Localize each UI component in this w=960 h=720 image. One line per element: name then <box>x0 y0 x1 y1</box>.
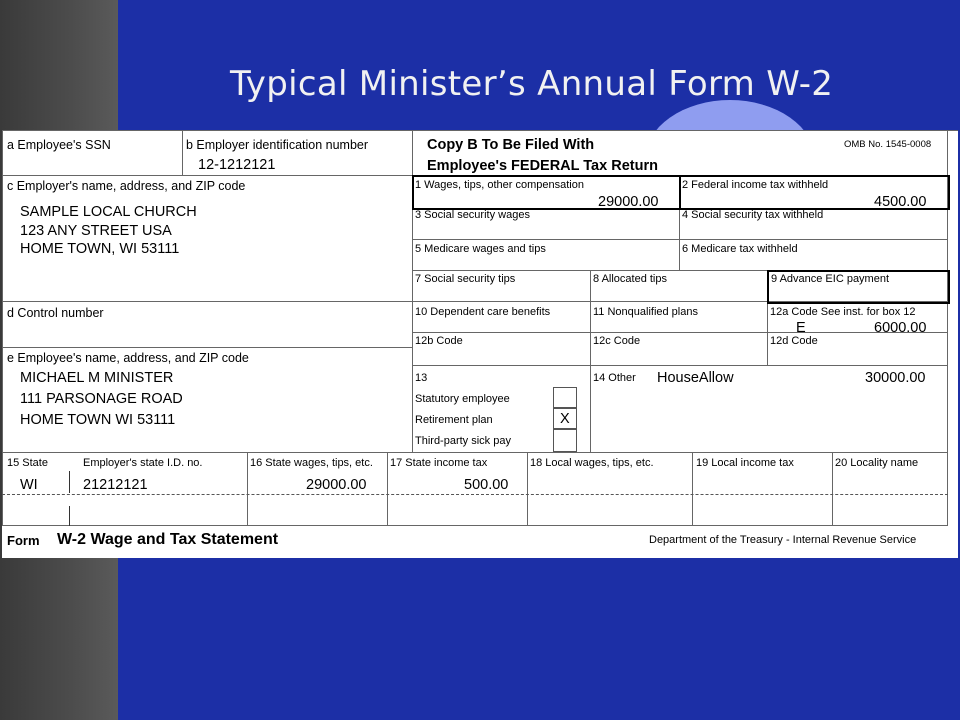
sickpay-label: Third-party sick pay <box>415 435 511 447</box>
line-row-15 <box>2 452 948 453</box>
box-14-description: HouseAllow <box>657 370 734 386</box>
divider-16-17 <box>387 452 388 525</box>
box-2-value: 4500.00 <box>874 194 927 210</box>
employee-name: MICHAEL M MINISTER <box>20 370 174 386</box>
box-8-label: 8 Allocated tips <box>593 273 667 285</box>
divider-19-20 <box>832 452 833 525</box>
box-7-label: 7 Social security tips <box>415 273 516 285</box>
box-16-label: 16 State wages, tips, etc. <box>250 457 373 469</box>
omb-number: OMB No. 1545-0008 <box>844 139 932 150</box>
box-d-label: d Control number <box>7 306 104 320</box>
line-row-12b <box>412 332 948 333</box>
box-15-label: 15 State <box>7 457 48 469</box>
box-17-value: 500.00 <box>464 477 509 493</box>
divider-7-8 <box>590 270 591 452</box>
box-c-label: c Employer's name, address, and ZIP code <box>7 179 246 193</box>
sickpay-checkbox <box>553 429 577 452</box>
divider-a-b <box>182 130 183 175</box>
divider-15-16 <box>247 452 248 525</box>
footer-form-title: W-2 Wage and Tax Statement <box>57 531 279 548</box>
box-11-label: 11 Nonqualified plans <box>593 306 698 318</box>
box-15-state: WI <box>20 477 38 493</box>
box-a-label: a Employee's SSN <box>7 138 111 152</box>
box-15-id: 21212121 <box>83 477 148 493</box>
statutory-checkbox <box>553 387 577 408</box>
footer-form-word: Form <box>7 533 40 548</box>
line-row-d <box>2 301 412 302</box>
box-10-label: 10 Dependent care benefits <box>415 306 551 318</box>
retirement-mark: X <box>560 411 570 427</box>
line-row-footer <box>2 525 948 526</box>
box-17-label: 17 State income tax <box>390 457 488 469</box>
box-b-value: 12-1212121 <box>198 157 276 173</box>
box-14-value: 30000.00 <box>865 370 926 386</box>
box-12a-code: E <box>796 320 806 336</box>
employer-name: SAMPLE LOCAL CHURCH <box>20 204 197 220</box>
box-14-label: 14 Other <box>593 372 636 384</box>
box-3-label: 3 Social security wages <box>415 209 530 221</box>
statutory-label: Statutory employee <box>415 393 510 405</box>
form-border-top <box>2 130 958 131</box>
box-20-label: 20 Locality name <box>835 457 919 469</box>
box-12b-label: 12b Code <box>415 335 463 347</box>
footer-department: Department of the Treasury - Internal Revenue Service <box>649 534 917 546</box>
line-row-c <box>2 175 412 176</box>
box-13-label: 13 <box>415 372 428 384</box>
divider-state-id-2 <box>69 506 70 526</box>
line-row-5 <box>412 239 948 240</box>
divider-18-19 <box>692 452 693 525</box>
form-border-left <box>2 130 3 525</box>
box-19-label: 19 Local income tax <box>696 457 794 469</box>
dashed-separator <box>2 494 948 495</box>
box-5-label: 5 Medicare wages and tips <box>415 243 546 255</box>
box-12c-label: 12c Code <box>593 335 641 347</box>
copy-b-line1: Copy B To Be Filed With <box>427 137 595 153</box>
employee-city: HOME TOWN WI 53111 <box>20 412 176 428</box>
box-4-label: 4 Social security tax withheld <box>682 209 824 221</box>
line-row-e <box>2 347 412 348</box>
employer-state-id-label: Employer's state I.D. no. <box>83 457 203 469</box>
box-1-label: 1 Wages, tips, other compensation <box>415 179 584 191</box>
divider-17-18 <box>527 452 528 525</box>
w2-form <box>2 130 958 558</box>
box-12a-label: 12a Code See inst. for box 12 <box>770 306 916 318</box>
box-e-label: e Employee's name, address, and ZIP code <box>7 351 249 365</box>
box-16-value: 29000.00 <box>306 477 367 493</box>
slide-title: Typical Minister’s Annual Form W-2 <box>230 64 834 104</box>
line-row-13 <box>412 365 948 366</box>
box-b-label: b Employer identification number <box>186 138 369 152</box>
box-18-label: 18 Local wages, tips, etc. <box>530 457 654 469</box>
box-1-value: 29000.00 <box>598 194 659 210</box>
box-6-label: 6 Medicare tax withheld <box>682 243 798 255</box>
retirement-label: Retirement plan <box>415 414 493 426</box>
employee-street: 111 PARSONAGE ROAD <box>20 391 183 407</box>
box-2-label: 2 Federal income tax withheld <box>682 179 829 191</box>
employer-street: 123 ANY STREET USA <box>20 223 172 239</box>
box-12a-value: 6000.00 <box>874 320 927 336</box>
copy-b-line2: Employee's FEDERAL Tax Return <box>427 158 658 174</box>
divider-state-id-1 <box>69 471 70 493</box>
box-12d-label: 12d Code <box>770 335 818 347</box>
box-9-label: 9 Advance EIC payment <box>771 273 890 285</box>
employer-city: HOME TOWN, WI 53111 <box>20 241 180 257</box>
